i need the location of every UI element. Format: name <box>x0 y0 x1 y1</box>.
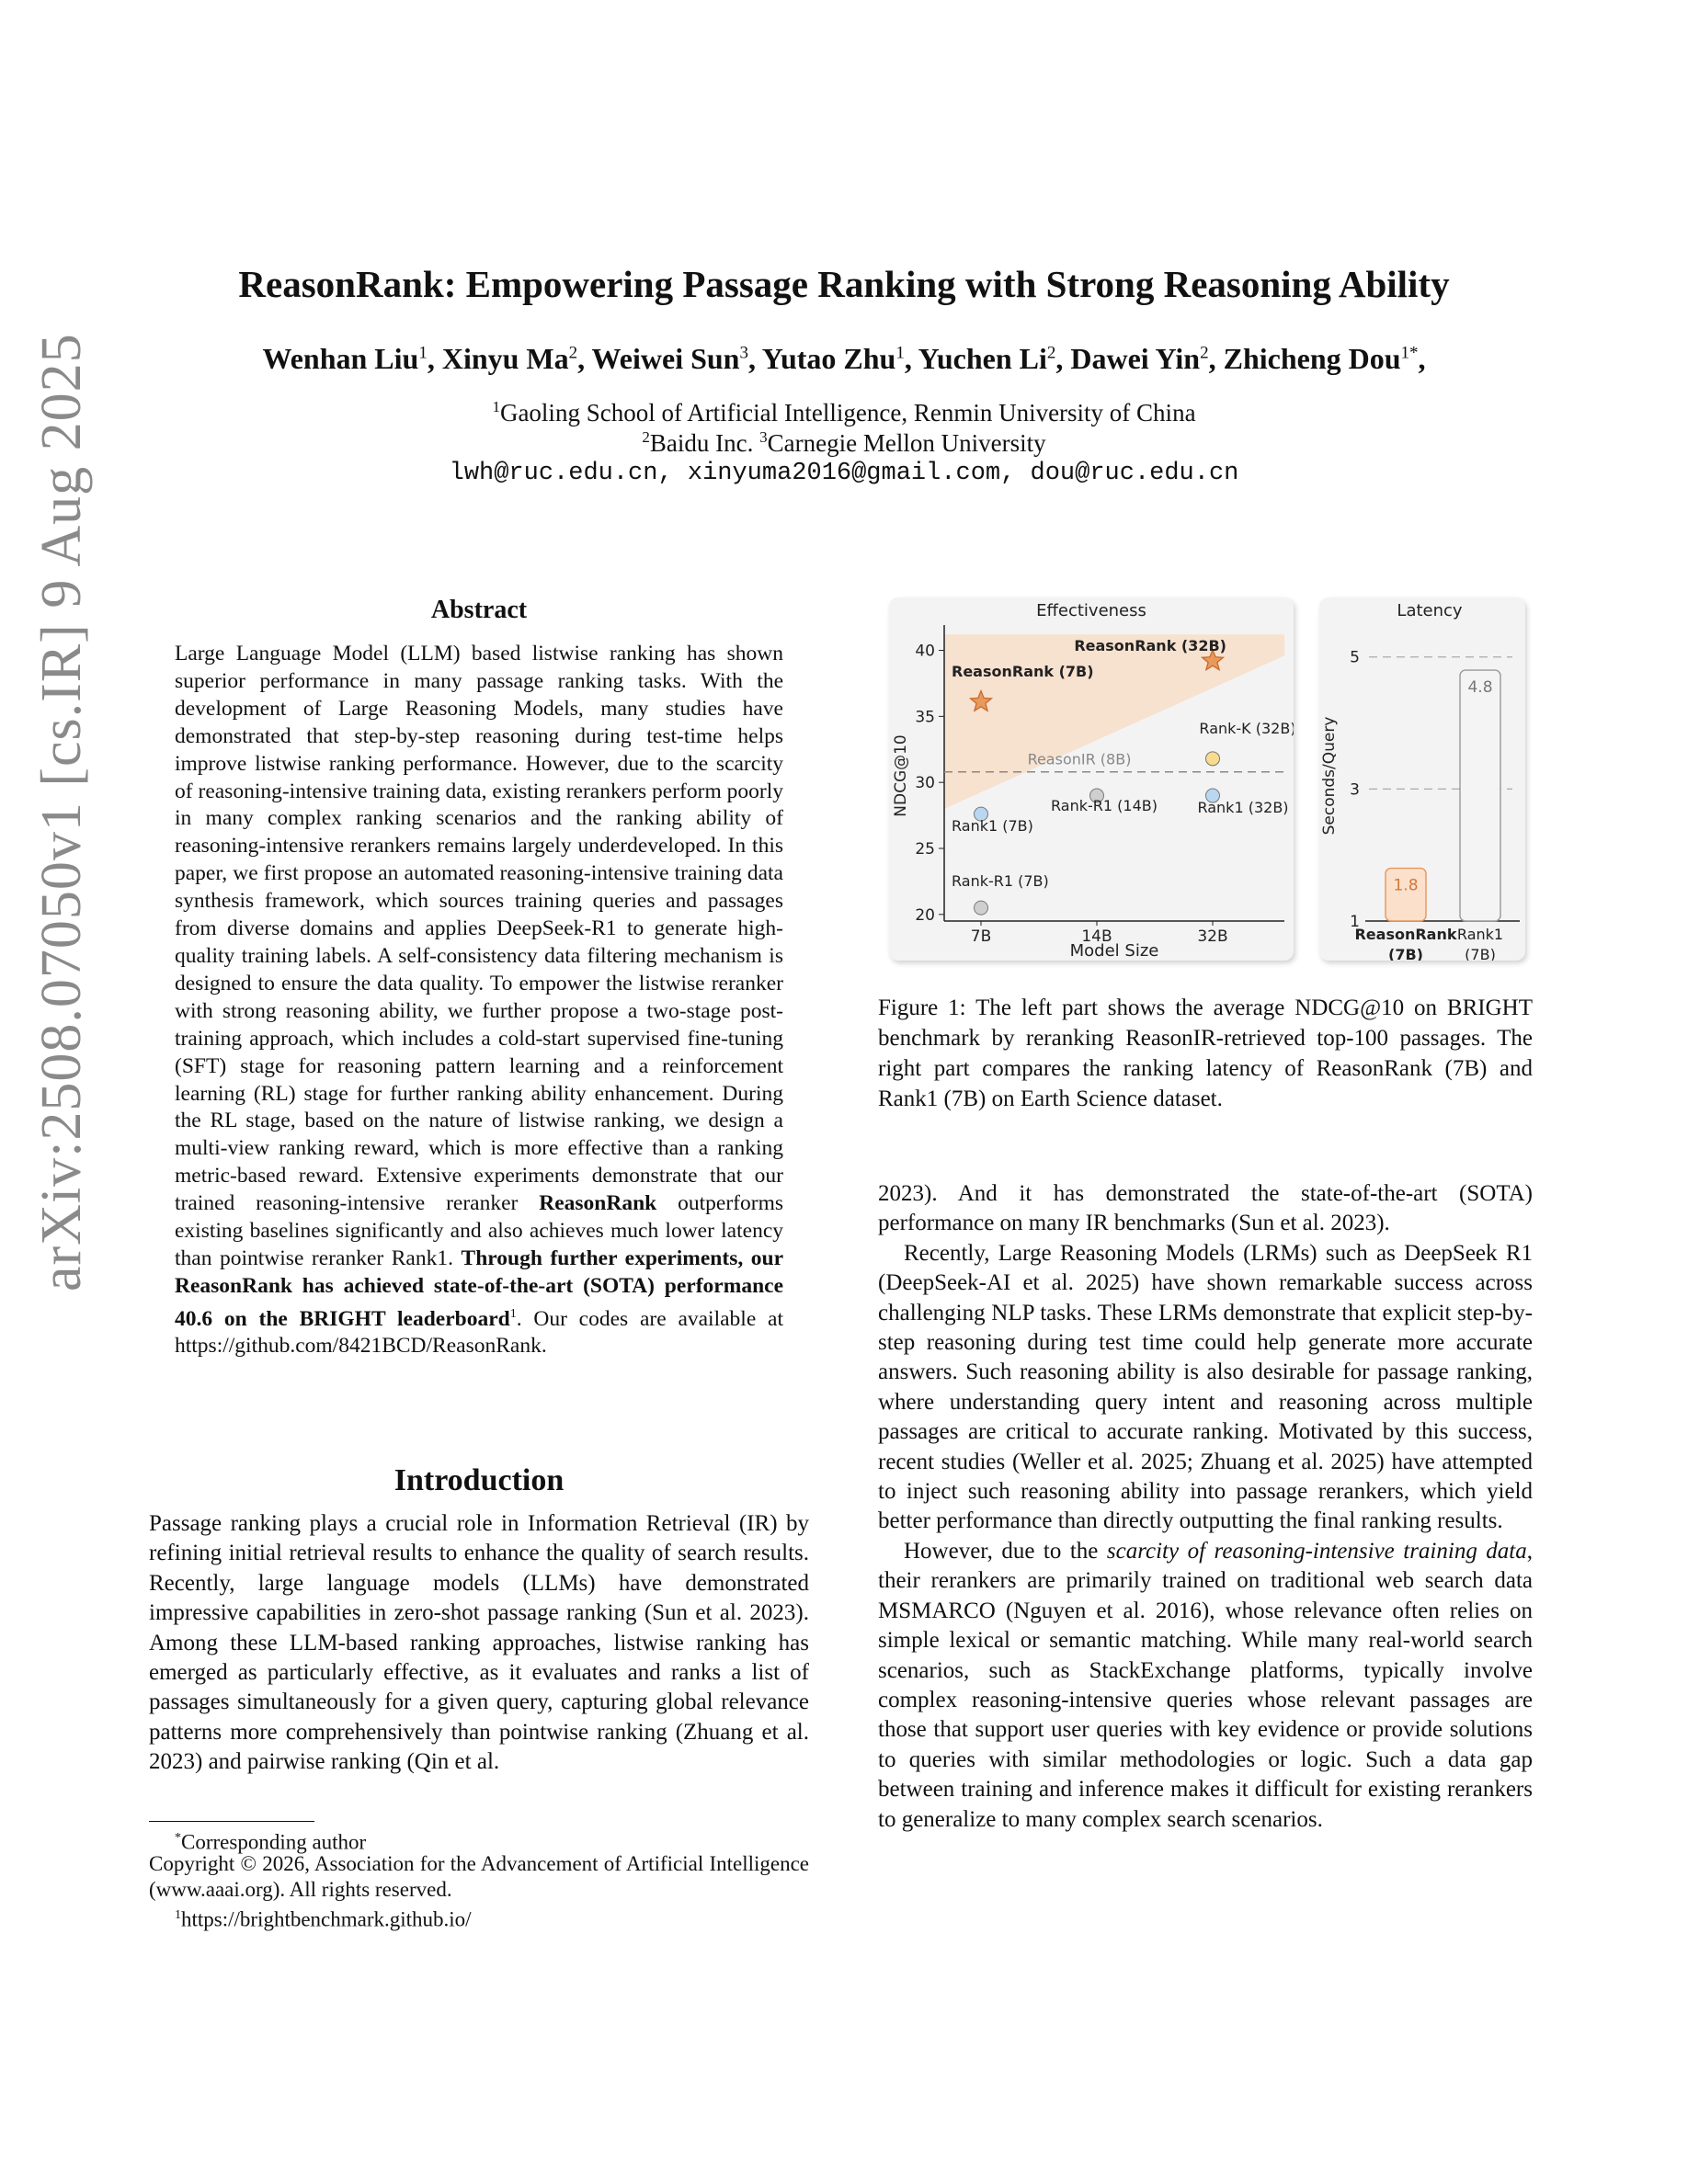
arxiv-side-stamp: arXiv:2508.07050v1 [cs.IR] 9 Aug 2025 <box>30 333 93 1291</box>
paper-title: ReasonRank: Empowering Passage Ranking with Strong Reasoning Ability <box>238 263 1450 305</box>
x-tick-label: 7B <box>970 927 992 946</box>
footnote-corresponding: *Corresponding author <box>175 1830 367 1854</box>
latency-y-tick-label: 1 <box>1350 913 1360 931</box>
author-name: Dawei Yin$^2$ <box>1070 342 1209 375</box>
latency-bar-value: 4.8 <box>1467 678 1493 698</box>
affiliation-line-1: $^1$Gaoling School of Artificial Intelligence, Renmin University of China <box>492 398 1196 427</box>
figure-caption: Figure 1: The left part shows the average NDCG@10 on BRIGHT benchmark by reranking ReasonIR-retrieved top-100 passages. The right part compares the ranking latency of ReasonRank (7B) and Rank1 (7B) on Earth Science dataset. <box>878 995 1533 1111</box>
x-tick-label: 14B <box>1081 927 1112 946</box>
latency-bar <box>1460 670 1500 921</box>
footnote-bright-url: $^1$https://brightbenchmark.github.io/ <box>175 1907 472 1931</box>
author-emails: lwh@ruc.edu.cn, xinyuma2016@gmail.com, dou@ruc.edu.cn <box>449 460 1239 487</box>
latency-category-label: (7B) <box>1465 946 1496 961</box>
y-tick-label: 30 <box>915 774 935 793</box>
y-tick-label: 25 <box>915 840 935 859</box>
affiliation-line-2: $^2$Baidu Inc. $^3$Carnegie Mellon University <box>642 428 1046 457</box>
abstract-body: Large Language Model (LLM) based listwise ranking has shown superior performance in many passage ranking tasks. With the development of Large Reasoning Models, many studies have demonstrated that step-by-step reasoning during test-time helps improve listwise ranking performance. However, due to the scarcity of reasoning-intensive training data, existing rerankers perform poorly in many complex ranking scenarios and the ranking ability of reasoning-intensive rerankers remains largely underdeveloped. In this paper, we first propose an automated reasoning-intensive training data synthesis framework, which sources training queries and passages from diverse domains and applies DeepSeek-R1 to generate high-quality training labels. A self-consistency data filtering mechanism is designed to ensure the data quality. To empower the listwise reranker with strong reasoning ability, we further propose a two-stage post-training approach, which includes a cold-start supervised fine-tuning (SFT) stage for reasoning pattern learning and a reinforcement learning (RL) stage for further ranking ability enhancement. During the RL stage, based on the nature of listwise ranking, we design a multi-view ranking reward, which is more effective than a ranking metric-based reward. Extensive experiments demonstrate that our trained reasoning-intensive reranker ReasonRank outperforms existing baselines significantly and also achieves much lower latency than pointwise reranker Rank1. Through further experiments, our ReasonRank has achieved state-of-the-art (SOTA) performance 40.6 on the BRIGHT leaderboard$^1$. Our codes are available at https://github.com/8421BCD/ReasonRank. <box>175 642 784 1359</box>
latency-y-tick-label: 5 <box>1350 648 1360 667</box>
latency-category-label: (7B) <box>1388 946 1423 961</box>
latency-bar-value: 1.8 <box>1393 876 1419 895</box>
data-point-circle <box>975 901 988 915</box>
effectiveness-panel <box>889 597 1294 961</box>
introduction-paragraph: Passage ranking plays a crucial role in Information Retrieval (IR) by refining initial retrieval results to enhance the quality of search results. Recently, large language models (LLMs) have demonstrated impressive capabilities in zero-shot passage ranking (Sun et al. 2023). Among these LLM-based ranking approaches, listwise ranking has emerged as particularly effective, as it evaluates and ranks a list of passages simultaneously for a given query, capturing global relevance patterns more comprehensively than pointwise ranking (Zhuang et al. 2023) and pairwise ranking (Qin et al. <box>149 1511 809 1775</box>
data-point-circle <box>1206 752 1220 766</box>
author-name: Xinyu Ma$^2$ <box>441 342 578 375</box>
data-point-label: ReasonRank (32B) <box>1074 637 1226 654</box>
author-name: Weiwei Sun$^3$ <box>591 342 748 375</box>
data-point-label: Rank1 (7B) <box>952 817 1033 835</box>
author-name: Zhicheng Dou$^{1*}$ <box>1223 342 1419 375</box>
effectiveness-title: Effectiveness <box>1036 601 1146 620</box>
latency-y-axis-label: Seconds/Query <box>1320 716 1339 836</box>
author-name: Yutao Zhu$^1$ <box>761 342 905 375</box>
y-axis-label: NDCG@10 <box>892 734 910 817</box>
author-list: Wenhan Liu$^1$, Xinyu Ma$^2$, Weiwei Sun$^3$, Yutao Zhu$^1$, Yuchen Li$^2$, Dawei Yin$^2$, Zhicheng Dou$^{1*}$, <box>262 342 1426 375</box>
abstract-heading: Abstract <box>430 596 528 624</box>
data-point-label: Rank-R1 (7B) <box>952 872 1049 890</box>
latency-y-tick-label: 3 <box>1350 780 1360 800</box>
effectiveness-chart <box>889 597 1294 961</box>
latency-chart <box>1319 597 1525 961</box>
data-point-label: Rank1 (32B) <box>1197 799 1289 816</box>
footnote-copyright: Copyright © 2026, Association for the Advancement of Artificial Intelligence (www.aaai.org). All rights reserved. <box>149 1852 809 1901</box>
y-tick-label: 20 <box>915 905 935 925</box>
x-tick-label: 32B <box>1197 927 1228 946</box>
x-axis-label: Model Size <box>1069 941 1159 961</box>
introduction-heading: Introduction <box>393 1463 565 1497</box>
latency-title: Latency <box>1397 601 1463 620</box>
author-name: Yuchen Li$^2$ <box>918 342 1056 375</box>
y-tick-label: 40 <box>915 642 935 661</box>
latency-category-label: Rank1 <box>1456 926 1504 943</box>
footnote-rule <box>149 1821 314 1822</box>
author-name: Wenhan Liu$^1$ <box>262 342 428 375</box>
reasonir-reference-label: ReasonIR (8B) <box>1027 750 1132 768</box>
y-tick-label: 35 <box>915 708 935 727</box>
latency-category-label: ReasonRank <box>1354 926 1457 943</box>
latency-panel <box>1319 597 1525 961</box>
data-point-label: Rank-R1 (14B) <box>1051 797 1158 814</box>
data-point-label: Rank-K (32B) <box>1199 720 1294 737</box>
data-point-label: ReasonRank (7B) <box>952 663 1094 680</box>
right-column-text: 2023). And it has demonstrated the state-of-the-art (SOTA) performance on many IR benchmarks (Sun et al. 2023). Recently, Large Reasoning Models (LRMs) such as DeepSeek R1 (DeepSeek-AI et al. 2025) have shown remarkable success across challenging NLP tasks. These LRMs demonstrate that explicit step-by-step reasoning during test time could help generate more accurate answers. Such reasoning ability is also desirable for passage ranking, where understanding query intent and reasoning across multiple passages are critical to accurate ranking. Motivated by this success, recent studies (Weller et al. 2025; Zhuang et al. 2025) have attempted to inject such reasoning ability into passage rerankers, which yield better performance than directly outputting the final ranking results. However, due to the scarcity of reasoning-intensive training data, their rerankers are primarily trained on traditional web search data MSMARCO (Nguyen et al. 2016), whose relevance often relies on simple lexical or semantic matching. While many real-world search scenarios, such as StackExchange platforms, typically involve complex reasoning-intensive queries whose relevant passages are those that support user queries with key evidence or provide solutions to queries with similar methodologies or logic. Such a data gap between training and inference makes it difficult for existing rerankers to generalize to many complex search scenarios. <box>878 1181 1533 1832</box>
